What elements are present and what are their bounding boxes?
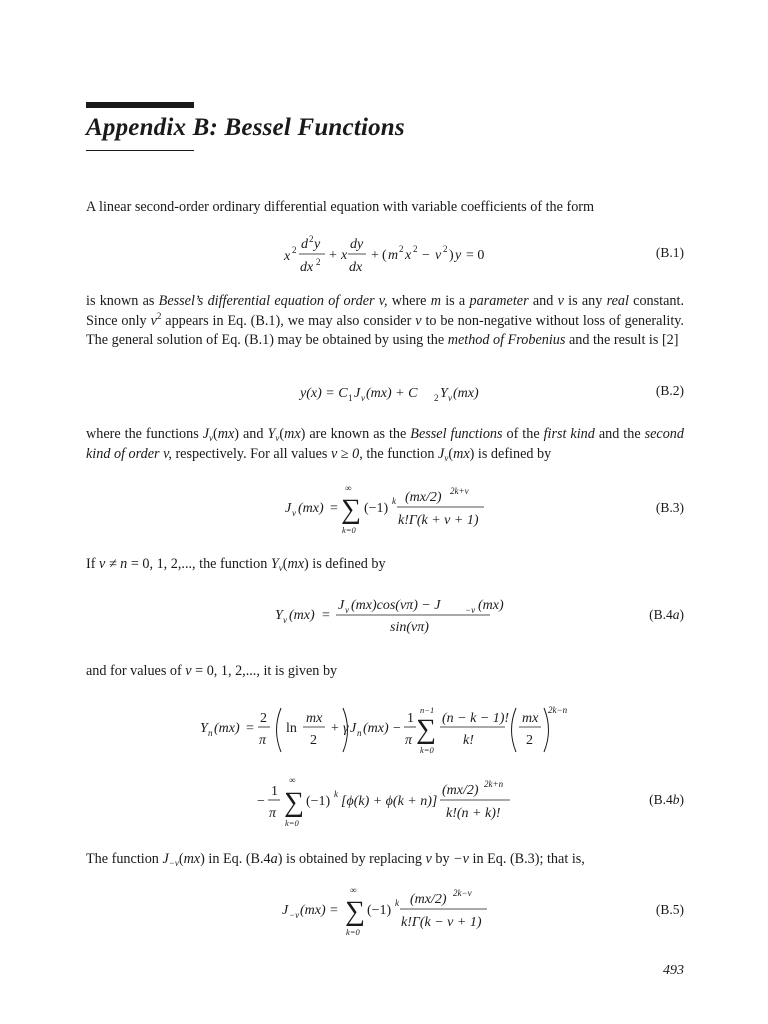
equation-b4a bbox=[0, 595, 768, 637]
eq-text: k!Γ(k − v + 1) bbox=[401, 915, 482, 930]
equation-b1 bbox=[0, 232, 768, 276]
eq-text: (−1) bbox=[306, 794, 331, 809]
eq-text: mx bbox=[522, 711, 539, 726]
eq-text: k=0 bbox=[420, 745, 434, 755]
equation-b4b-line1 bbox=[0, 700, 768, 758]
eq-text: x bbox=[405, 248, 412, 263]
eq-text: k bbox=[334, 789, 338, 799]
eq-text: = bbox=[246, 721, 254, 736]
eq-text: (mx) bbox=[453, 386, 479, 401]
eq-text: 2 bbox=[292, 245, 297, 255]
equation-b3 bbox=[0, 482, 768, 538]
equation-b5-math bbox=[0, 884, 768, 940]
eq-text: − bbox=[422, 248, 430, 263]
eq-text: 2 bbox=[310, 733, 317, 748]
left-paren bbox=[512, 708, 517, 752]
eq-text: (mx/2) bbox=[410, 892, 447, 907]
paragraph-bessel-equation: is known as Bessel’s differential equation of order v, where m is a parameter and v is any real constant. Since only $v^2$ appears in Eq. (B.1), we may also consider v to be non-negative without loss of generality. The general solution of Eq. (B.1) may be obtained by using the method of Frobenius and the result is [2] bbox=[86, 293, 684, 348]
eq-text: + bbox=[329, 248, 337, 263]
eq-text: (n − k − 1)! bbox=[442, 711, 510, 726]
eq-text: 2k+n bbox=[484, 779, 504, 789]
eq-text: x bbox=[284, 249, 291, 264]
eq-text: (mx) bbox=[298, 501, 324, 516]
eq-text: Y bbox=[440, 386, 448, 401]
summation-sign: ∑ bbox=[416, 714, 436, 745]
eq-text: J bbox=[338, 598, 345, 613]
eq-text: d bbox=[301, 237, 308, 252]
eq-text: (mx) bbox=[478, 598, 504, 613]
eq-text: ln bbox=[286, 721, 297, 736]
eq-text: v bbox=[361, 393, 365, 403]
eq-text: y(x) = C bbox=[300, 386, 348, 401]
eq-text: (mx) + C bbox=[366, 386, 418, 401]
eq-text: k!Γ(k + v + 1) bbox=[398, 513, 479, 528]
eq-text: y bbox=[455, 248, 462, 263]
eq-text: k bbox=[392, 496, 396, 506]
eq-text: v bbox=[435, 248, 442, 263]
summation-sign: ∑ bbox=[345, 896, 365, 927]
eq-text: dx bbox=[300, 260, 314, 275]
eq-text: 2 bbox=[260, 711, 267, 726]
eq-text: (mx) bbox=[363, 721, 389, 736]
page-title: Appendix B: Bessel Functions bbox=[86, 114, 405, 141]
eq-text: 2 bbox=[434, 393, 439, 403]
equation-b2-math bbox=[0, 380, 768, 404]
eq-text: k=0 bbox=[346, 927, 360, 937]
eq-text: ∞ bbox=[345, 483, 352, 493]
eq-text: 2 bbox=[443, 244, 448, 254]
eq-text: (mx/2) bbox=[405, 490, 442, 505]
eq-text: ∞ bbox=[289, 775, 296, 785]
eq-text: n bbox=[208, 728, 213, 738]
equation-number: (B.3) bbox=[655, 500, 684, 515]
equation-number: (B.5) bbox=[655, 902, 684, 917]
eq-text: 2 bbox=[316, 257, 321, 267]
eq-text: J bbox=[285, 501, 292, 516]
page-number: 493 bbox=[663, 963, 684, 978]
eq-text: dy bbox=[350, 237, 364, 252]
equation-number: (B.4a) bbox=[649, 607, 684, 622]
eq-text: 2k−v bbox=[453, 888, 472, 898]
eq-text: 1 bbox=[407, 711, 414, 726]
eq-text: (mx/2) bbox=[442, 783, 479, 798]
summation-sign: ∑ bbox=[284, 787, 304, 818]
eq-text: 2k−n bbox=[548, 705, 568, 715]
eq-text: v bbox=[448, 393, 452, 403]
left-paren bbox=[277, 708, 282, 752]
eq-text: π bbox=[269, 806, 277, 821]
eq-text: 1 bbox=[348, 393, 353, 403]
eq-text: 1 bbox=[271, 784, 278, 799]
eq-text: 2k+v bbox=[450, 486, 469, 496]
eq-text: k=0 bbox=[285, 818, 299, 828]
eq-text: 2 bbox=[309, 234, 314, 244]
eq-text: − bbox=[257, 794, 265, 809]
eq-text: J bbox=[354, 386, 361, 401]
eq-text: = bbox=[330, 903, 338, 918]
eq-text: k!(n + k)! bbox=[446, 806, 501, 821]
eq-text: v bbox=[345, 605, 349, 615]
equation-number: (B.4b) bbox=[649, 792, 684, 807]
eq-text: dx bbox=[349, 260, 363, 275]
eq-text: −v bbox=[289, 910, 300, 920]
equation-b4b-line2 bbox=[0, 774, 768, 830]
eq-text: y bbox=[314, 237, 321, 252]
eq-text: − bbox=[393, 721, 401, 736]
eq-text: π bbox=[259, 733, 267, 748]
eq-text: + bbox=[371, 248, 379, 263]
paragraph-yv-definition: If v ≠ n = 0, 1, 2,..., the function $Y_v(mx)$ is defined by bbox=[86, 556, 386, 573]
eq-text: J bbox=[350, 721, 357, 736]
eq-text: π bbox=[405, 733, 413, 748]
eq-text: −v bbox=[465, 605, 476, 615]
eq-text: 2 bbox=[526, 733, 533, 748]
equation-b4b-line1-math bbox=[0, 700, 768, 758]
eq-text: (mx) bbox=[300, 903, 326, 918]
equation-b1-math bbox=[0, 232, 768, 276]
eq-text: (mx) bbox=[214, 721, 240, 736]
eq-text: n bbox=[357, 728, 362, 738]
paragraph-bessel-functions: where the functions $J_v(mx)$ and $Y_v(mx)$ are known as the Bessel functions of the first kind and the second kind of order v, respectively. For all values v ≥ 0, the function $J_v(mx)$ is defined by bbox=[86, 426, 684, 463]
eq-text: n−1 bbox=[420, 705, 435, 715]
eq-text: sin(vπ) bbox=[390, 620, 429, 635]
eq-text: + γ bbox=[330, 721, 349, 736]
paragraph-intro: A linear second-order ordinary differential equation with variable coefficients of the form bbox=[86, 199, 595, 215]
eq-text: ∞ bbox=[350, 885, 357, 895]
eq-text: m bbox=[388, 248, 399, 263]
summation-sign: ∑ bbox=[341, 494, 361, 525]
eq-text: 2 bbox=[399, 244, 404, 254]
eq-text: (−1) bbox=[364, 501, 389, 516]
eq-text: = 0 bbox=[466, 248, 485, 263]
equation-b2 bbox=[0, 380, 768, 404]
equation-number: (B.2) bbox=[655, 383, 684, 398]
eq-text: k! bbox=[463, 733, 474, 748]
paragraph-integer-order: and for values of v = 0, 1, 2,..., it is given by bbox=[86, 663, 338, 679]
eq-text: [ϕ(k) + ϕ(k + n)] bbox=[341, 794, 438, 809]
eq-text: v bbox=[292, 508, 296, 518]
eq-text: 2 bbox=[413, 244, 418, 254]
eq-text: k=0 bbox=[342, 525, 356, 535]
eq-text: v bbox=[283, 615, 287, 625]
eq-text: ) bbox=[449, 248, 454, 263]
eq-text: (−1) bbox=[367, 903, 392, 918]
eq-text: (mx)cos(vπ) − J bbox=[351, 598, 441, 613]
eq-text: x bbox=[341, 248, 348, 263]
eq-text: mx bbox=[306, 711, 323, 726]
title-top-rule bbox=[86, 102, 194, 108]
equation-b3-math bbox=[0, 482, 768, 538]
eq-text: J bbox=[282, 903, 289, 918]
equation-b5 bbox=[0, 884, 768, 940]
eq-text: k bbox=[395, 898, 399, 908]
title-bottom-rule bbox=[86, 150, 194, 151]
paragraph-negative-order: The function $J_{-v}(mx)$ in Eq. (B.4a) is obtained by replacing v by −v in Eq. (B.3); that is, bbox=[86, 851, 585, 868]
eq-text: Y bbox=[200, 721, 208, 736]
eq-text: (mx) bbox=[289, 608, 315, 623]
eq-text: Y bbox=[275, 608, 283, 623]
eq-text: ( bbox=[382, 248, 387, 263]
equation-number: (B.1) bbox=[655, 245, 684, 260]
eq-text: = bbox=[322, 608, 330, 623]
eq-text: = bbox=[330, 501, 338, 516]
